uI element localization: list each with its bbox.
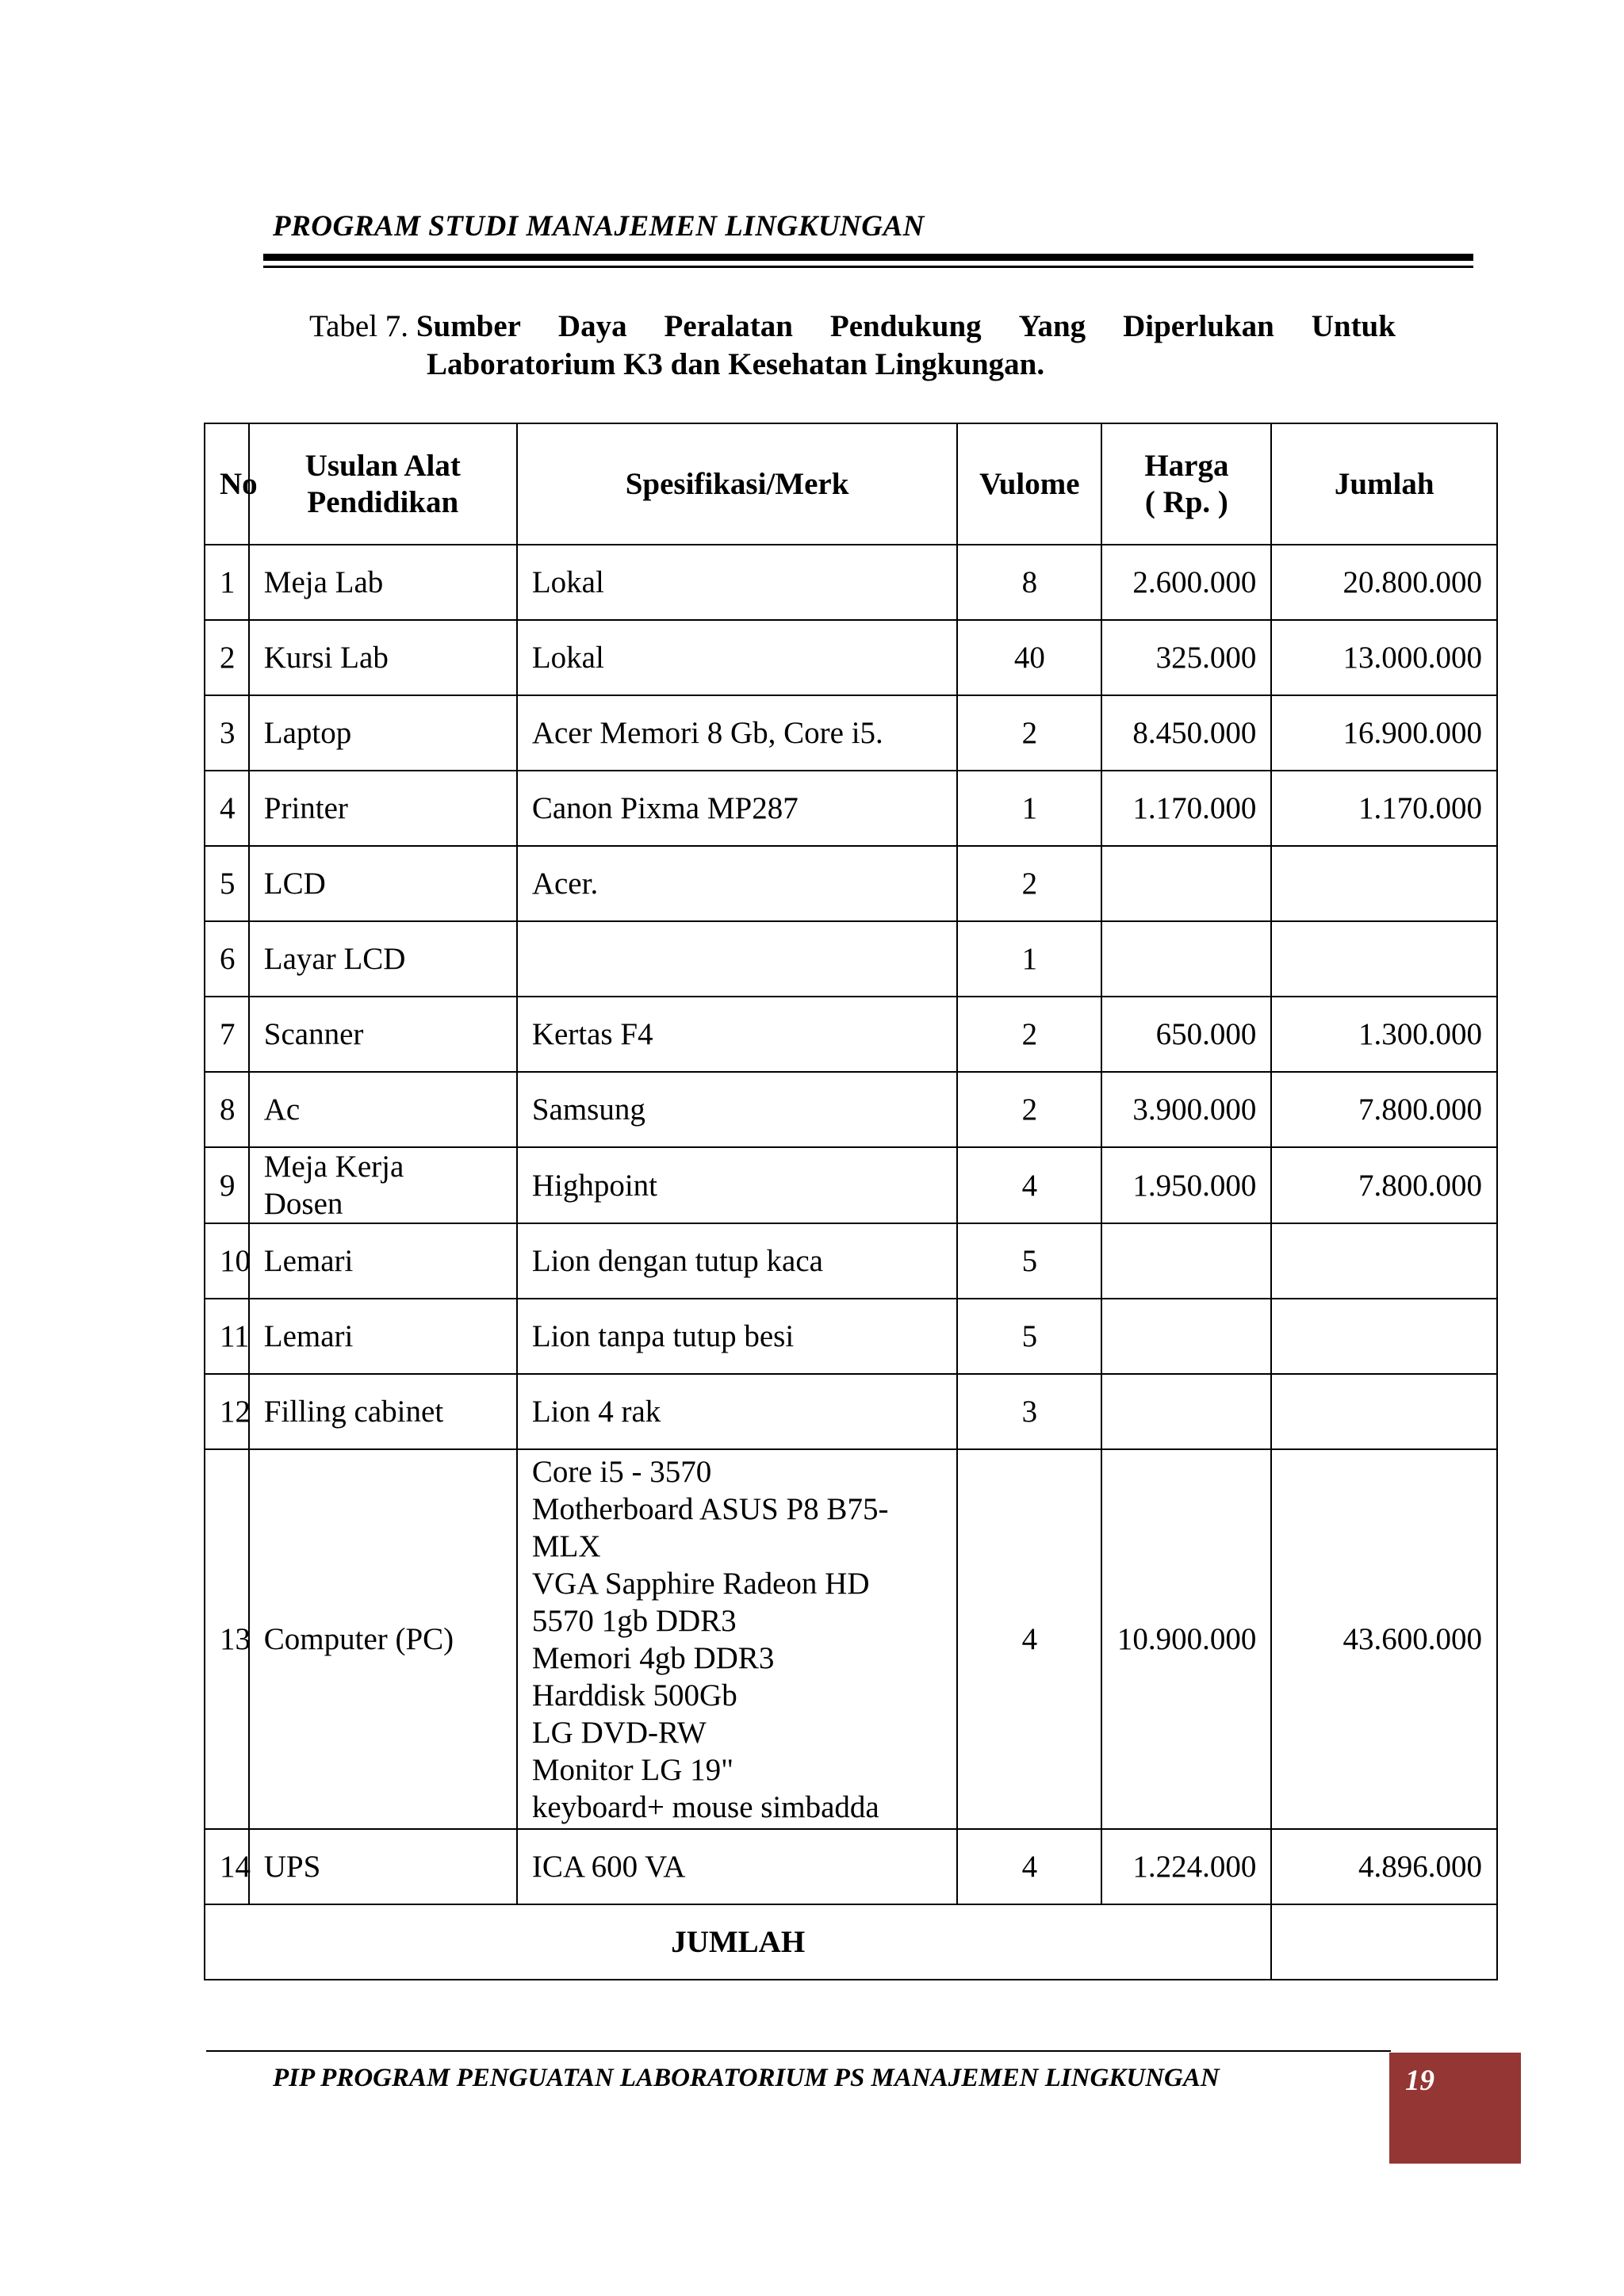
cell-price: 10.900.000 bbox=[1101, 1449, 1271, 1829]
cell-total: 4.896.000 bbox=[1271, 1829, 1497, 1904]
cell-total bbox=[1271, 1299, 1497, 1374]
cell-total: 16.900.000 bbox=[1271, 695, 1497, 771]
caption-lead-and-first-word bbox=[309, 308, 521, 346]
cell-no: 13 bbox=[205, 1449, 249, 1829]
header-harga-line-1: Harga bbox=[1144, 448, 1229, 483]
cell-name: LCD bbox=[249, 846, 517, 921]
cell-volume: 4 bbox=[957, 1829, 1101, 1904]
cell-spec: ICA 600 VA bbox=[517, 1829, 957, 1904]
cell-volume: 4 bbox=[957, 1147, 1101, 1223]
cell-name: Layar LCD bbox=[249, 921, 517, 997]
cell-price bbox=[1101, 1223, 1271, 1299]
header-harga bbox=[1101, 423, 1271, 545]
table-row bbox=[205, 620, 1497, 695]
cell-name: Printer bbox=[249, 771, 517, 846]
header-harga-line-2: ( Rp. ) bbox=[1144, 484, 1228, 519]
running-header-title: PROGRAM STUDI MANAJEMEN LINGKUNGAN bbox=[273, 210, 925, 243]
cell-volume: 2 bbox=[957, 846, 1101, 921]
cell-price: 3.900.000 bbox=[1101, 1072, 1271, 1147]
spec-line: LG DVD-RW bbox=[531, 1715, 707, 1750]
cell-spec: Lokal bbox=[517, 620, 957, 695]
header-rule-thin bbox=[263, 266, 1473, 268]
cell-name: Computer (PC) bbox=[249, 1449, 517, 1829]
table-header-row bbox=[205, 423, 1497, 545]
cell-price bbox=[1101, 1299, 1271, 1374]
cell-spec: Lokal bbox=[517, 545, 957, 620]
cell-name: Filling cabinet bbox=[249, 1374, 517, 1449]
table-row bbox=[205, 1147, 1497, 1223]
table-row bbox=[205, 1072, 1497, 1147]
caption-word: Diperlukan bbox=[1123, 309, 1274, 343]
cell-spec: Kertas F4 bbox=[517, 997, 957, 1072]
cell-price bbox=[1101, 846, 1271, 921]
cell-price: 1.950.000 bbox=[1101, 1147, 1271, 1223]
cell-spec: Acer. bbox=[517, 846, 957, 921]
spec-line: MLX bbox=[531, 1529, 601, 1563]
header-no: No bbox=[205, 423, 249, 545]
table-row bbox=[205, 1223, 1497, 1299]
cell-volume: 40 bbox=[957, 620, 1101, 695]
cell-volume: 4 bbox=[957, 1449, 1101, 1829]
cell-price: 1.170.000 bbox=[1101, 771, 1271, 846]
cell-total: 1.300.000 bbox=[1271, 997, 1497, 1072]
cell-volume: 2 bbox=[957, 997, 1101, 1072]
cell-no: 12 bbox=[205, 1374, 249, 1449]
cell-price: 325.000 bbox=[1101, 620, 1271, 695]
cell-total: 7.800.000 bbox=[1271, 1147, 1497, 1223]
cell-volume: 1 bbox=[957, 921, 1101, 997]
header-rule-thick bbox=[263, 254, 1473, 261]
cell-total bbox=[1271, 1374, 1497, 1449]
header-usulan-line-2: Pendidikan bbox=[307, 484, 459, 519]
spec-line: Memori 4gb DDR3 bbox=[531, 1640, 775, 1675]
footer-text: PIP PROGRAM PENGUATAN LABORATORIUM PS MANAJEMEN LINGKUNGAN bbox=[273, 2064, 1220, 2092]
cell-name-line-1: Meja Kerja bbox=[263, 1150, 404, 1184]
cell-price: 2.600.000 bbox=[1101, 545, 1271, 620]
header-volume: Vulome bbox=[957, 423, 1101, 545]
cell-no: 14 bbox=[205, 1829, 249, 1904]
cell-volume: 8 bbox=[957, 545, 1101, 620]
cell-no: 9 bbox=[205, 1147, 249, 1223]
caption-word: Pendukung bbox=[829, 309, 982, 343]
cell-total bbox=[1271, 1223, 1497, 1299]
cell-total bbox=[1271, 921, 1497, 997]
cell-no: 8 bbox=[205, 1072, 249, 1147]
cell-name: Lemari bbox=[249, 1223, 517, 1299]
caption-line-1 bbox=[309, 308, 1396, 346]
sum-label: JUMLAH bbox=[205, 1904, 1271, 1980]
cell-spec: Samsung bbox=[517, 1072, 957, 1147]
spec-line: Harddisk 500Gb bbox=[531, 1678, 737, 1712]
table-caption bbox=[309, 308, 1396, 384]
cell-spec: Canon Pixma MP287 bbox=[517, 771, 957, 846]
cell-no: 4 bbox=[205, 771, 249, 846]
cell-spec: Lion 4 rak bbox=[517, 1374, 957, 1449]
cell-price: 650.000 bbox=[1101, 997, 1271, 1072]
caption-lead: Tabel 7. bbox=[309, 309, 409, 343]
cell-price bbox=[1101, 1374, 1271, 1449]
table-row bbox=[205, 695, 1497, 771]
cell-total: 7.800.000 bbox=[1271, 1072, 1497, 1147]
cell-no: 1 bbox=[205, 545, 249, 620]
caption-word: Daya bbox=[557, 309, 627, 343]
caption-word: Yang bbox=[1018, 309, 1086, 343]
footer-rule bbox=[206, 2050, 1391, 2052]
cell-spec: Acer Memori 8 Gb, Core i5. bbox=[517, 695, 957, 771]
header-jumlah: Jumlah bbox=[1271, 423, 1497, 545]
equipment-table bbox=[204, 423, 1498, 1980]
cell-spec: Lion tanpa tutup besi bbox=[517, 1299, 957, 1374]
cell-name: UPS bbox=[249, 1829, 517, 1904]
cell-no: 2 bbox=[205, 620, 249, 695]
caption-word: Peralatan bbox=[664, 309, 793, 343]
header-spesifikasi: Spesifikasi/Merk bbox=[517, 423, 957, 545]
cell-total: 43.600.000 bbox=[1271, 1449, 1497, 1829]
cell-name: Kursi Lab bbox=[249, 620, 517, 695]
cell-name: Scanner bbox=[249, 997, 517, 1072]
cell-no: 11 bbox=[205, 1299, 249, 1374]
table-sum-row bbox=[205, 1904, 1497, 1980]
cell-no: 10 bbox=[205, 1223, 249, 1299]
cell-no: 5 bbox=[205, 846, 249, 921]
table-row bbox=[205, 997, 1497, 1072]
cell-volume: 5 bbox=[957, 1223, 1101, 1299]
cell-volume: 3 bbox=[957, 1374, 1101, 1449]
cell-price: 1.224.000 bbox=[1101, 1829, 1271, 1904]
cell-name: Ac bbox=[249, 1072, 517, 1147]
cell-total: 13.000.000 bbox=[1271, 620, 1497, 695]
page-number-box bbox=[1389, 2053, 1521, 2164]
table-row bbox=[205, 1374, 1497, 1449]
cell-name: Meja Lab bbox=[249, 545, 517, 620]
cell-spec: Highpoint bbox=[517, 1147, 957, 1223]
spec-line: VGA Sapphire Radeon HD bbox=[531, 1566, 870, 1601]
spec-line: keyboard+ mouse simbadda bbox=[531, 1789, 879, 1824]
cell-volume: 2 bbox=[957, 695, 1101, 771]
spec-line: Monitor LG 19" bbox=[531, 1752, 734, 1787]
cell-volume: 5 bbox=[957, 1299, 1101, 1374]
caption-word: Untuk bbox=[1311, 309, 1396, 343]
cell-volume: 2 bbox=[957, 1072, 1101, 1147]
cell-name: Lemari bbox=[249, 1299, 517, 1374]
cell-price: 8.450.000 bbox=[1101, 695, 1271, 771]
spec-line: Motherboard ASUS P8 B75- bbox=[531, 1491, 889, 1526]
table-row bbox=[205, 1829, 1497, 1904]
cell-no: 7 bbox=[205, 997, 249, 1072]
cell-total bbox=[1271, 846, 1497, 921]
header-usulan-alat bbox=[249, 423, 517, 545]
caption-line-2: Laboratorium K3 dan Kesehatan Lingkungan. bbox=[427, 347, 1045, 381]
sum-value bbox=[1271, 1904, 1497, 1980]
table-row bbox=[205, 1449, 1497, 1829]
page-number: 19 bbox=[1405, 2064, 1434, 2097]
table-row bbox=[205, 846, 1497, 921]
cell-volume: 1 bbox=[957, 771, 1101, 846]
cell-name bbox=[249, 1147, 517, 1223]
cell-no: 6 bbox=[205, 921, 249, 997]
caption-word: Sumber bbox=[416, 309, 521, 343]
cell-spec-multiline bbox=[517, 1449, 957, 1829]
cell-total: 20.800.000 bbox=[1271, 545, 1497, 620]
spec-line: 5570 1gb DDR3 bbox=[531, 1603, 737, 1638]
table-row bbox=[205, 921, 1497, 997]
cell-spec bbox=[517, 921, 957, 997]
spec-line: Core i5 - 3570 bbox=[531, 1454, 712, 1489]
cell-price bbox=[1101, 921, 1271, 997]
cell-name: Laptop bbox=[249, 695, 517, 771]
cell-no: 3 bbox=[205, 695, 249, 771]
cell-total: 1.170.000 bbox=[1271, 771, 1497, 846]
cell-spec: Lion dengan tutup kaca bbox=[517, 1223, 957, 1299]
table-row bbox=[205, 771, 1497, 846]
table-row bbox=[205, 1299, 1497, 1374]
header-usulan-line-1: Usulan Alat bbox=[304, 448, 461, 483]
cell-name-line-2: Dosen bbox=[263, 1187, 343, 1221]
table-row bbox=[205, 545, 1497, 620]
